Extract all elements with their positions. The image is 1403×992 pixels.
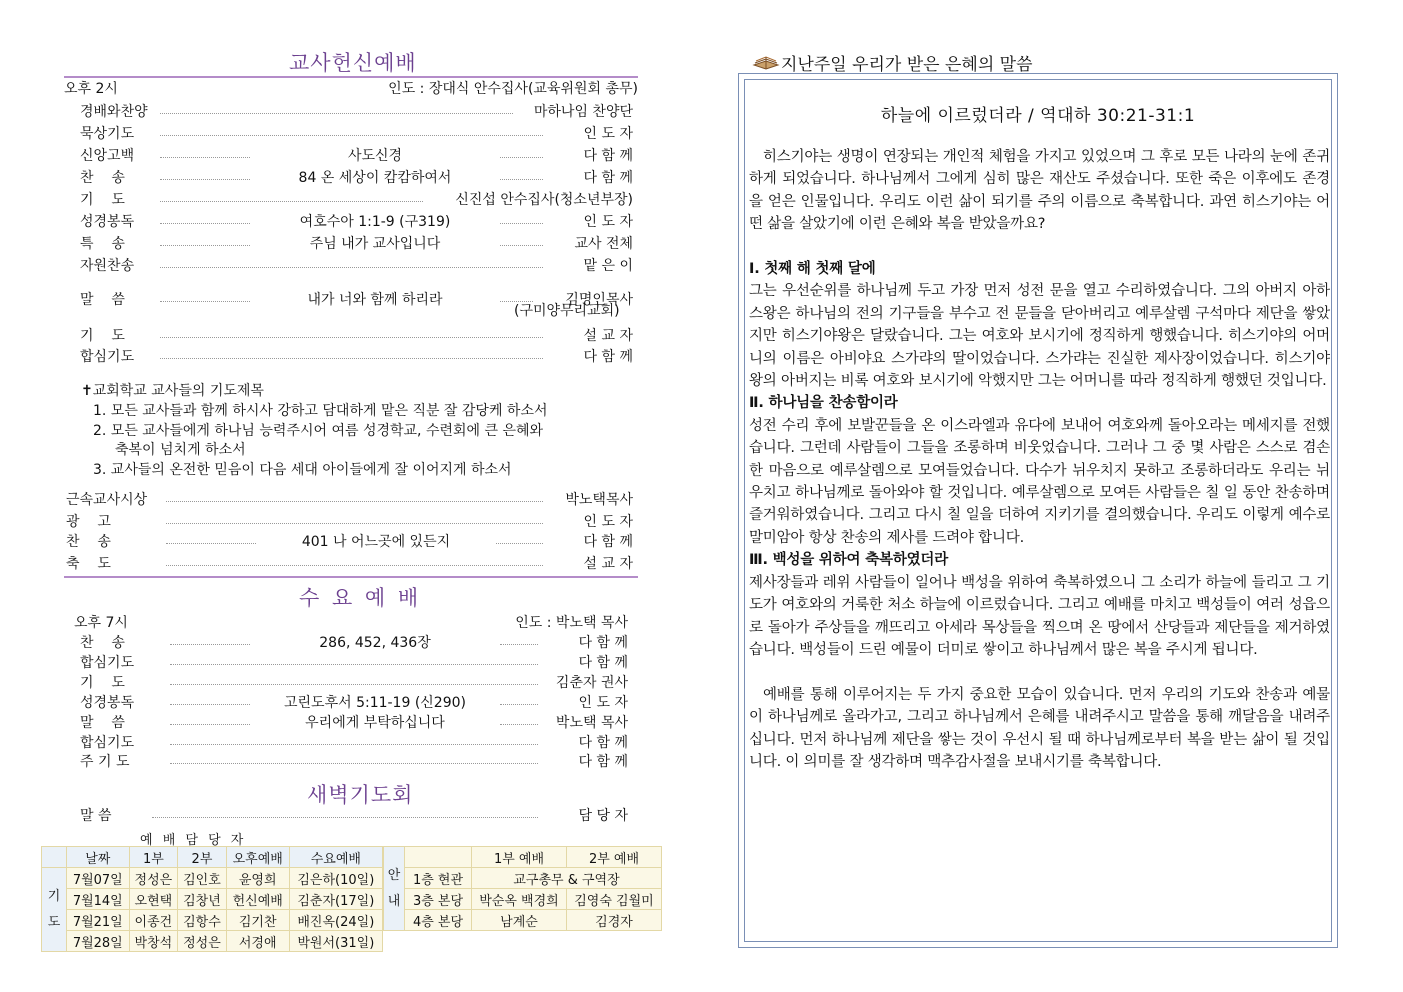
- row-label: 축 도: [66, 556, 111, 572]
- table-cell: 박순옥 백경희: [472, 889, 567, 910]
- row-right: 인 도 자: [583, 126, 633, 142]
- dot-leader: [160, 267, 543, 268]
- row-center: 286, 452, 436장: [319, 635, 431, 651]
- dot-leader: [170, 763, 538, 764]
- table-header: 오후예배: [226, 847, 289, 868]
- table-cell: 김경자: [567, 910, 662, 931]
- dot-leader: [166, 565, 543, 566]
- row-right: 신진섭 안수집사(청소년부장): [455, 192, 633, 208]
- prayer-title: ✝교회학교 교사들의 기도제목: [81, 383, 264, 399]
- table-cell: 윤영희: [226, 868, 289, 889]
- table-cell: 김항수: [178, 910, 227, 931]
- corner-cell: [405, 847, 472, 868]
- section-body: 성전 수리 후에 보발꾼들을 온 이스라엘과 유다에 보내어 여호와께 돌아오라는 메세지를 전했습니다. 그런데 사람들이 그들을 조롱하며 비웃었습니다. 그러나 그 중 몇 사람은 스스로 겸손한 마음으로 예루살렘으로 모여들었습니다. 다수가 뉘우치지 못하고 조롱하더라도 우리는 뉘우치고 하나님께로 돌아와야 할 것입니다. 예루살렘으로 모여든 사람들은 칠 일 동안 찬송하며 즐거워하였습니다. 그리고 다시 칠 일을 더하여 지키기를 결의했습니다. 우리도 이렇게 예수로 말미암아 항상 찬송의 제사를 드려야 합니다.: [749, 417, 1330, 546]
- sermon-church: (구미양무리교회): [514, 303, 620, 319]
- table-header: 1부: [129, 847, 178, 868]
- row-right: 박노택 목사: [555, 715, 628, 731]
- prayer-item: 축복이 넘치게 하소서: [115, 442, 246, 458]
- service-row: [80, 233, 633, 253]
- service-row: [80, 652, 628, 672]
- row-label: 신앙고백: [80, 148, 135, 164]
- service-row: [80, 751, 628, 771]
- row-right: 교사 전체: [574, 236, 633, 252]
- dot-leader: [160, 301, 250, 302]
- table-cell: 정성은: [178, 931, 227, 952]
- spacer: [749, 236, 1330, 258]
- table-header: 수요예배: [289, 847, 382, 868]
- row-right: 김명인목사: [565, 292, 633, 308]
- dot-leader: [160, 113, 513, 114]
- row-label: 말 씀: [80, 808, 112, 824]
- service-info-row: [64, 78, 638, 98]
- sermon-title: 하늘에 이르렀더라 / 역대하 30:21-31:1: [880, 106, 1196, 126]
- row-center: 우리에게 부탁하십니다: [305, 715, 445, 731]
- service-row: [80, 167, 633, 187]
- table-cell: 7월07일: [67, 868, 130, 889]
- table-header: 2부: [178, 847, 227, 868]
- row-label: 합심기도: [80, 655, 135, 671]
- row-label: 말 씀: [80, 715, 125, 731]
- duty-title: 예 배 담 당 자: [140, 833, 247, 848]
- dot-leader: [166, 523, 543, 524]
- sermon-body: [749, 146, 1330, 773]
- row-right: 다 함 께: [578, 635, 628, 651]
- section-title: Ⅲ. 백성을 위하여 축복하였더라: [749, 552, 949, 569]
- table-header: 날짜: [67, 847, 130, 868]
- dot-leader: [500, 223, 543, 224]
- row-right: 다 함 께: [583, 534, 633, 550]
- table-cell: 김은하(10일): [289, 868, 382, 889]
- service-row: [80, 255, 633, 275]
- service-row: [80, 732, 628, 752]
- service-row: [66, 553, 633, 573]
- table-cell: 이종건: [129, 910, 178, 931]
- dot-leader: [170, 704, 250, 705]
- dot-leader: [500, 179, 543, 180]
- dot-leader: [160, 337, 543, 338]
- table-cell: 정성은: [129, 868, 178, 889]
- row-label: 합심기도: [80, 735, 135, 751]
- service-row: [80, 189, 633, 209]
- guide-duty-table: [383, 846, 662, 931]
- service-row: [80, 325, 633, 345]
- table-cell: 김영숙 김월미: [567, 889, 662, 910]
- row-right: 박노택목사: [565, 492, 633, 508]
- dawn-row: [80, 805, 628, 825]
- service-row: [80, 211, 633, 231]
- table-cell: 김창년: [178, 889, 227, 910]
- service-leader: 인도 : 박노택 목사: [515, 615, 628, 631]
- section-title: Ⅱ. 하나님을 찬송함이라: [749, 395, 898, 412]
- row-label: 기 도: [80, 675, 125, 691]
- dot-leader: [160, 223, 250, 224]
- dot-leader: [170, 664, 538, 665]
- row-center: 사도신경: [347, 148, 403, 164]
- service-row: [66, 531, 633, 551]
- service-info-row: [74, 612, 628, 632]
- table-cell: 7월21일: [67, 910, 130, 931]
- row-label: 근속교사시상: [66, 492, 148, 508]
- sermon-closing: 예배를 통해 이루어지는 두 가지 중요한 모습이 있습니다. 먼저 우리의 기도와 찬송과 예물이 하나님께로 올라가고, 그리고 하나님께서 은혜를 내려주시고 말씀을 통해 깨달음을 내려주십니다. 먼저 하나님께 제단을 쌓는 것이 우선시 될 때 하나님께로부터 복을 받는 삶이 될 것입니다. 이 의미를 잘 생각하며 맥추감사절을 보내시기를 축복합니다.: [749, 686, 1330, 770]
- service-row: [66, 511, 633, 531]
- table-cell: 오현택: [129, 889, 178, 910]
- table-cell: 김인호: [178, 868, 227, 889]
- spacer: [749, 661, 1330, 683]
- side-label: 기도: [42, 868, 67, 952]
- table-cell: 배진옥(24일): [289, 910, 382, 931]
- dot-leader: [500, 157, 543, 158]
- row-label: 찬 송: [80, 635, 125, 651]
- row-right: 다 함 께: [578, 754, 628, 770]
- service-row: [80, 101, 633, 121]
- dot-leader: [152, 817, 538, 818]
- table-cell: 남계순: [472, 910, 567, 931]
- service-row: [80, 123, 633, 143]
- service-row: [80, 672, 628, 692]
- table-cell: 헌신예배: [226, 889, 289, 910]
- row-label: 말 씀: [80, 292, 125, 308]
- row-right: 맡 은 이: [583, 258, 633, 274]
- service-row: [80, 346, 633, 366]
- table-header: 2부 예배: [567, 847, 662, 868]
- row-label: 기 도: [80, 192, 125, 208]
- table-cell: 박창석: [129, 931, 178, 952]
- row-label: 묵상기도: [80, 126, 135, 142]
- table-cell: 박원서(31일): [289, 931, 382, 952]
- service-row: [80, 712, 628, 732]
- dot-leader: [166, 543, 256, 544]
- prayer-item: 1. 모든 교사들과 함께 하시사 강하고 담대하게 맡은 직분 잘 감당케 하소서: [93, 403, 548, 419]
- row-label: 성경봉독: [80, 214, 135, 230]
- row-right: 다 함 께: [583, 170, 633, 186]
- service-row: [80, 692, 628, 712]
- row-right: 다 함 께: [578, 655, 628, 671]
- dot-leader: [160, 157, 250, 158]
- dot-leader: [160, 135, 543, 136]
- row-center: 내가 너와 함께 하리라: [307, 292, 443, 308]
- table-header: 1부 예배: [472, 847, 567, 868]
- table-cell: 김기찬: [226, 910, 289, 931]
- sermon-intro: 히스기야는 생명이 연장되는 개인적 체험을 가지고 있었으며 그 후로 모든 나라의 눈에 존귀하게 되었습니다. 하나님께서 그에게 심히 많은 재산도 주셨습니다. 또한 죽은 이후에도 존경을 얻은 인물입니다. 우리도 이런 삶이 되기를 주의 이름으로 축복합니다. 과연 히스기야는 어떤 삶을 살았기에 이런 은혜와 복을 받았을까요?: [749, 149, 1330, 233]
- row-label: 광 고: [66, 514, 111, 530]
- table-cell: 7월14일: [67, 889, 130, 910]
- row-right: 인 도 자: [583, 514, 633, 530]
- row-right: 마하나임 찬양단: [533, 104, 633, 120]
- dot-leader: [170, 744, 538, 745]
- table-cell: 교구총무 & 구역장: [472, 868, 662, 889]
- teacher-service-title: 교사헌신예배: [289, 51, 417, 75]
- row-center: 84 온 세상이 캄캄하여서: [298, 170, 452, 186]
- dot-leader: [500, 704, 538, 705]
- row-right: 인 도 자: [578, 695, 628, 711]
- dot-leader: [170, 684, 538, 685]
- prayer-duty-table: [41, 846, 383, 952]
- row-right: 담 당 자: [578, 808, 628, 824]
- row-label: 합심기도: [80, 349, 135, 365]
- row-right: 다 함 께: [583, 148, 633, 164]
- row-center: 여호수아 1:1-9 (구319): [299, 214, 451, 230]
- row-right: 다 함 께: [583, 349, 633, 365]
- row-label: 기 도: [80, 328, 125, 344]
- row-label: 경배와찬양: [80, 104, 148, 120]
- book-icon: [752, 51, 780, 71]
- table-cell: 1층 현관: [405, 868, 472, 889]
- row-label: 성경봉독: [80, 695, 135, 711]
- dot-leader: [170, 644, 250, 645]
- row-right: 인 도 자: [583, 214, 633, 230]
- row-right: 설 교 자: [583, 328, 633, 344]
- row-right: 다 함 께: [578, 735, 628, 751]
- section-body: 제사장들과 레위 사람들이 일어나 백성을 위하여 축복하였으니 그 소리가 하늘에 들리고 그 기도가 여호와의 거룩한 처소 하늘에 이르렀습니다. 그리고 예배를 마치고 백성들이 여러 성읍으로 돌아가 주상들을 깨뜨리고 아세라 목상들을 찍으며 온 땅에서 산당들과 제단들을 제거하였습니다. 백성들이 드린 예물이 더미로 쌓이고 하나님께서 많은 복을 주시게 됩니다.: [749, 574, 1330, 658]
- prayer-item: 2. 모든 교사들에게 하나님 능력주시어 여름 성경학교, 수련회에 큰 은혜와: [93, 423, 544, 439]
- section-divider: [64, 576, 638, 578]
- dot-leader: [166, 501, 543, 502]
- service-row: [80, 632, 628, 652]
- service-row: [66, 489, 633, 509]
- table-cell: 3층 본당: [405, 889, 472, 910]
- side-label: 안내: [384, 847, 405, 931]
- section-body: 그는 우선순위를 하나님께 두고 가장 먼저 성전 문을 열고 수리하였습니다. 그의 아버지 아하스왕은 하나님의 전의 기구들을 부수고 전 문들을 닫아버리고 예루살렘 구석마다 제단을 쌓았지만 히스기야왕은 달랐습니다. 그는 여호와 보시기에 정직하게 행했습니다. 히스기야의 어머니의 이름은 아비야요 스가랴의 딸이었습니다. 스가랴는 진실한 제사장이었습니다. 히스기야왕의 아버지는 비록 여호와 보시기에 악했지만 그는 어머니를 따라 정직하게 행했던 것입니다.: [749, 283, 1330, 390]
- dot-leader: [160, 201, 423, 202]
- row-label: 특 송: [80, 236, 125, 252]
- row-right: 김춘자 권사: [555, 675, 628, 691]
- service-time: 오후 7시: [74, 615, 128, 631]
- service-leader: 인도 : 장대식 안수집사(교육위원회 총무): [388, 81, 638, 97]
- table-cell: 서경애: [226, 931, 289, 952]
- dot-leader: [500, 724, 538, 725]
- row-center: 주님 내가 교사입니다: [309, 236, 441, 252]
- row-label: 찬 송: [80, 170, 125, 186]
- table-cell: 4층 본당: [405, 910, 472, 931]
- row-label: 자원찬송: [80, 258, 135, 274]
- dot-leader: [170, 724, 250, 725]
- service-time: 오후 2시: [64, 81, 118, 97]
- row-center: 고린도후서 5:11-19 (신290): [284, 695, 466, 711]
- dot-leader: [500, 644, 538, 645]
- dot-leader: [160, 245, 250, 246]
- dot-leader: [160, 358, 543, 359]
- row-center: 401 나 어느곳에 있든지: [301, 534, 451, 550]
- prayer-item: 3. 교사들의 온전한 믿음이 다음 세대 아이들에게 잘 이어지게 하소서: [93, 462, 512, 478]
- dot-leader: [160, 179, 250, 180]
- service-row: [80, 145, 633, 165]
- row-label: 주 기 도: [80, 754, 130, 770]
- section-title: Ⅰ. 첫째 해 첫째 달에: [749, 261, 876, 278]
- dot-leader: [500, 245, 543, 246]
- row-label: 찬 송: [66, 534, 111, 550]
- table-cell: 김춘자(17일): [289, 889, 382, 910]
- table-cell: 7월28일: [67, 931, 130, 952]
- sermon-header: 지난주일 우리가 받은 은혜의 말씀: [781, 55, 1033, 75]
- dawn-prayer-title: 새벽기도회: [307, 783, 414, 807]
- row-right: 설 교 자: [583, 556, 633, 572]
- wednesday-service-title: 수 요 예 배: [299, 586, 422, 610]
- corner-cell: [42, 847, 67, 868]
- dot-leader: [496, 543, 543, 544]
